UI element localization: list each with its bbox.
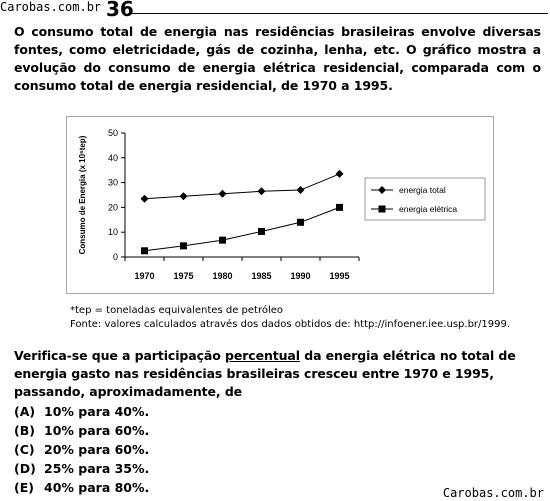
option-a[interactable] <box>14 402 149 421</box>
header-rule <box>128 13 548 14</box>
y-tick-label: 50 <box>107 128 118 138</box>
y-tick-label: 10 <box>107 227 118 238</box>
data-point <box>297 219 304 226</box>
option-letter: (E) <box>14 480 34 495</box>
option-letter: (D) <box>14 461 36 476</box>
option-letter: (B) <box>14 423 35 438</box>
question-emphasis: percentual <box>224 348 300 363</box>
line-chart <box>66 116 494 294</box>
data-point <box>180 242 187 249</box>
question-text-part1: Verifica-se que a participação <box>14 348 225 363</box>
legend-marker <box>379 206 386 213</box>
legend-label: energia elétrica <box>399 204 458 214</box>
option-text: 10% para 40%. <box>44 404 150 419</box>
option-text: 10% para 60%. <box>44 423 150 438</box>
data-point <box>180 192 188 200</box>
question-number: 36 <box>106 0 134 21</box>
data-point <box>219 190 227 198</box>
option-letter: (C) <box>14 442 35 457</box>
x-tick-label: 1970 <box>134 271 155 281</box>
question-text-part2: da energia elétrica no total de energia gasto nas residências brasileiras cresceu entre 1970 e 1995, passando, aproximadamente, de <box>14 348 516 399</box>
y-tick-label: 20 <box>107 202 118 213</box>
series-line-energia-total <box>145 174 340 199</box>
site-watermark-bottom: Carobas.com.br <box>442 486 544 500</box>
footnote-tep: *tep = toneladas equivalentes de petróleo <box>70 305 284 316</box>
data-point <box>336 170 344 178</box>
y-tick-label: 0 <box>112 252 118 262</box>
data-point <box>258 187 266 195</box>
data-point <box>141 195 149 203</box>
option-e[interactable] <box>14 478 149 497</box>
option-letter: (A) <box>14 404 36 419</box>
data-point <box>141 247 148 254</box>
option-text: 20% para 60%. <box>44 442 150 457</box>
data-point <box>219 237 226 244</box>
data-point <box>336 204 343 211</box>
legend-label: energia total <box>399 185 446 195</box>
chart-notes <box>70 304 510 332</box>
x-tick-label: 1995 <box>329 271 350 281</box>
question-stem <box>14 347 541 401</box>
data-point <box>258 228 265 235</box>
x-tick-label: 1975 <box>173 271 194 281</box>
series-line-energia-eletrica <box>145 207 340 250</box>
x-tick-label: 1980 <box>212 271 233 281</box>
legend-marker <box>378 186 386 194</box>
option-c[interactable] <box>14 440 149 459</box>
x-tick-label: 1990 <box>290 271 311 281</box>
y-tick-label: 40 <box>107 152 118 163</box>
option-d[interactable] <box>14 459 149 478</box>
intro-paragraph: O consumo total de energia nas residências brasileiras envolve diversas fontes, como eletricidade, gás de cozinha, lenha, etc. O gráfico mostra a evolução do consumo de energia elétrica residencial, comparada com o consumo total de energia residencial, de 1970 a 1995. <box>14 24 541 93</box>
y-axis-label: Consumo de Energia (x 10⁶tep) <box>78 135 87 255</box>
source-note: Fonte: valores calculados através dos dados obtidos de: http://infoener.iee.usp.br/1999. <box>70 319 511 330</box>
option-text: 25% para 35%. <box>44 461 150 476</box>
y-tick-label: 30 <box>107 177 118 188</box>
option-text: 40% para 80%. <box>44 480 150 495</box>
site-watermark-top: Carobas.com.br <box>0 0 102 14</box>
x-tick-label: 1985 <box>251 271 272 281</box>
answer-options <box>14 402 149 497</box>
data-point <box>297 186 305 194</box>
option-b[interactable] <box>14 421 149 440</box>
